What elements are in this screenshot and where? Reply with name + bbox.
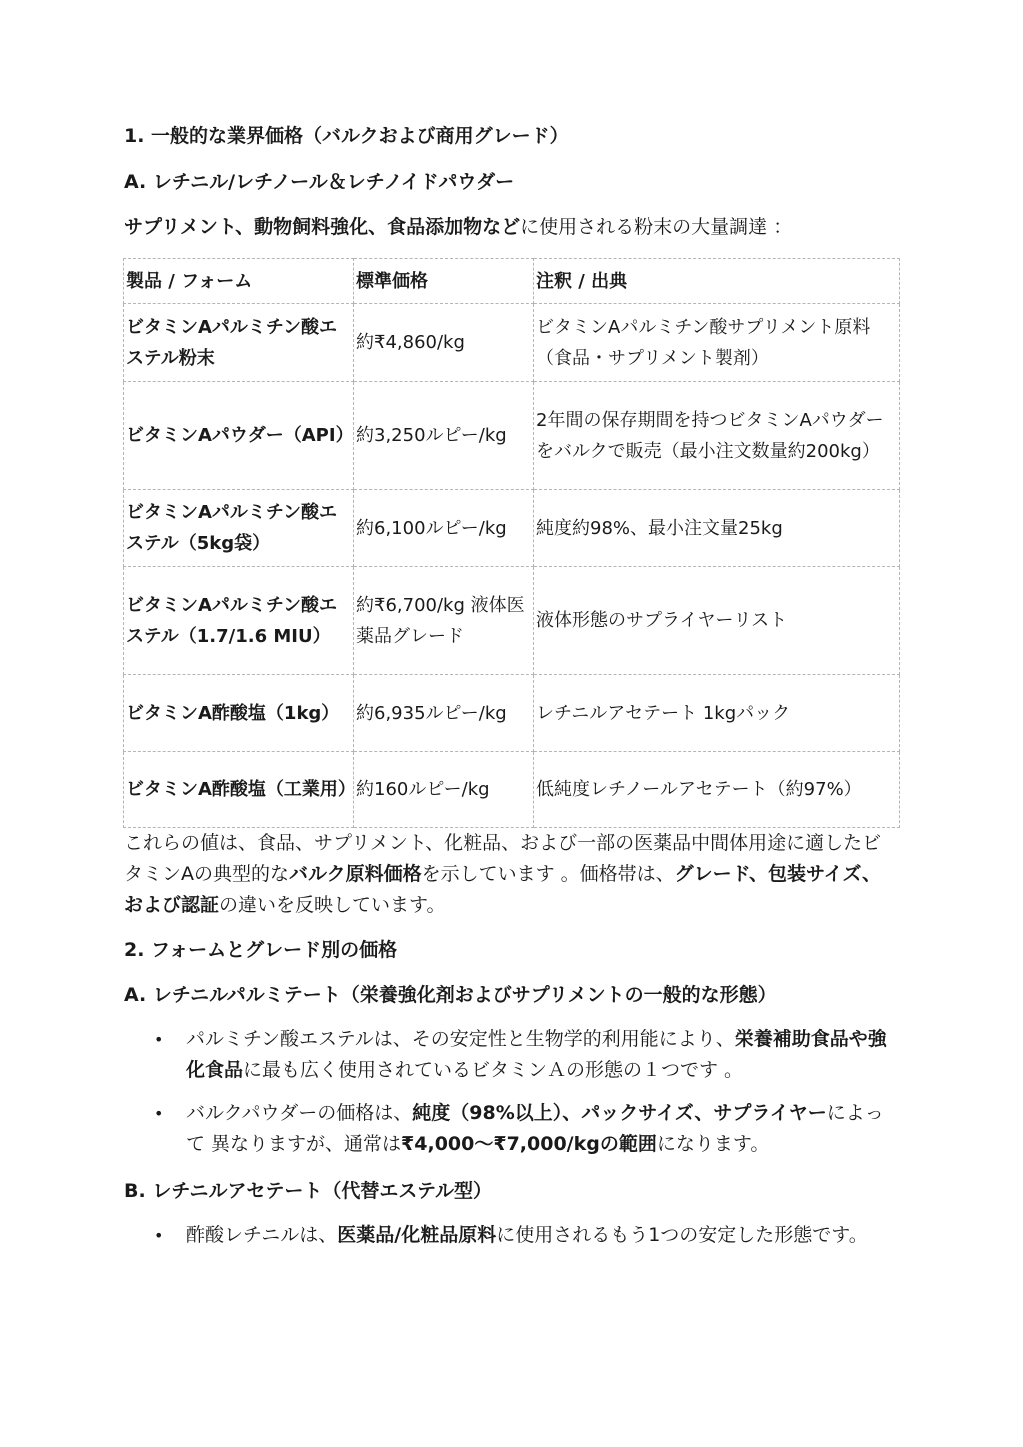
cell-product: ビタミンAパルミチン酸エステル粉末 bbox=[124, 304, 354, 382]
cell-price: 約6,100ルピー/kg bbox=[354, 490, 534, 567]
bullet-list-acetate bbox=[124, 1220, 899, 1251]
cell-note: 純度約98%、最小注文量25kg bbox=[534, 490, 900, 567]
column-header-product: 製品 / フォーム bbox=[124, 259, 354, 304]
bullet-text: パルミチン酸エステルは、その安定性と生物学的利用能により、 bbox=[186, 1028, 735, 1050]
price-table bbox=[123, 258, 900, 828]
intro-paragraph bbox=[124, 213, 792, 241]
summary-text: の違いを反映しています。 bbox=[219, 894, 446, 916]
summary-paragraph bbox=[124, 828, 894, 921]
list-item bbox=[124, 1220, 899, 1251]
bullet-bold-text: 純度（98%以上）、パックサイズ、サプライヤー bbox=[412, 1102, 827, 1124]
table-row bbox=[124, 382, 900, 490]
bullet-text: になります。 bbox=[656, 1133, 770, 1155]
cell-product: ビタミンA酢酸塩（工業用） bbox=[124, 752, 354, 828]
section-1-heading: 1. 一般的な業界価格（バルクおよび商用グレード） bbox=[124, 125, 569, 147]
cell-product: ビタミンA酢酸塩（1kg） bbox=[124, 675, 354, 752]
table-row bbox=[124, 490, 900, 567]
cell-product: ビタミンAパルミチン酸エステル（5kg袋） bbox=[124, 490, 354, 567]
summary-bold-text: グレード、包装サイズ、および認証 bbox=[124, 863, 882, 916]
section-2-heading: 2. フォームとグレード別の価格 bbox=[124, 939, 398, 961]
cell-price: 約6,935ルピー/kg bbox=[354, 675, 534, 752]
cell-price: 約160ルピー/kg bbox=[354, 752, 534, 828]
bullet-bold-text: ₹4,000～₹7,000/kgの範囲 bbox=[401, 1133, 657, 1155]
cell-price: 約₹4,860/kg bbox=[354, 304, 534, 382]
cell-price: 約3,250ルピー/kg bbox=[354, 382, 534, 490]
bullet-bold-text: 栄養補助食品や強化食品 bbox=[186, 1028, 887, 1081]
column-header-price: 標準価格 bbox=[354, 259, 534, 304]
cell-note: ビタミンAパルミチン酸サプリメント原料（食品・サプリメント製剤） bbox=[534, 304, 900, 382]
bullet-text: 酢酸レチニルは、 bbox=[186, 1224, 338, 1246]
cell-note: レチニルアセテート 1kgパック bbox=[534, 675, 900, 752]
bullet-text: に最も広く使用されているビタミンＡの形態の１つです 。 bbox=[243, 1059, 744, 1081]
table-row bbox=[124, 675, 900, 752]
intro-text: に使用される粉末の大量調達 ： bbox=[520, 216, 793, 238]
bullet-text: によって 異なりますが、通常は bbox=[186, 1102, 884, 1155]
list-item bbox=[124, 1098, 899, 1160]
intro-bold-text: サプリメント、動物飼料強化、食品添加物など bbox=[124, 216, 521, 238]
bullet-text: バルクパウダーの価格は、 bbox=[186, 1102, 413, 1124]
cell-product: ビタミンAパウダー（API） bbox=[124, 382, 354, 490]
section-1a-heading: A. レチニル/レチノール＆レチノイドパウダー bbox=[124, 171, 515, 193]
column-header-note: 注釈 / 出典 bbox=[534, 259, 900, 304]
summary-text: これらの値は、食品、サプリメント、化粧品、および一部の医薬品中間体用途に適したビタミンAの典型的な bbox=[124, 832, 882, 885]
table-row bbox=[124, 752, 900, 828]
cell-note: 低純度レチノールアセテート（約97%） bbox=[534, 752, 900, 828]
cell-note: 液体形態のサプライヤーリスト bbox=[534, 567, 900, 675]
bullet-text: に使用されるもう1つの安定した形態です。 bbox=[496, 1224, 868, 1246]
table-row bbox=[124, 567, 900, 675]
summary-bold-text: バルク原料価格 bbox=[289, 863, 422, 885]
section-2b-heading: B. レチニルアセテート（代替エステル型） bbox=[124, 1180, 493, 1202]
bullet-list-palmitate bbox=[124, 1024, 899, 1160]
table-row bbox=[124, 304, 900, 382]
section-2a-heading: A. レチニルパルミテート（栄養強化剤およびサプリメントの一般的な形態） bbox=[124, 984, 777, 1006]
table-header-row bbox=[124, 259, 900, 304]
bullet-bold-text: 医薬品/化粧品原料 bbox=[337, 1224, 497, 1246]
cell-product: ビタミンAパルミチン酸エステル（1.7/1.6 MIU） bbox=[124, 567, 354, 675]
cell-note: 2年間の保存期間を持つビタミンAパウダーをバルクで販売（最小注文数量約200kg） bbox=[534, 382, 900, 490]
summary-text: を示しています 。価格帯は、 bbox=[421, 863, 675, 885]
cell-price: 約₹6,700/kg 液体医薬品グレード bbox=[354, 567, 534, 675]
list-item bbox=[124, 1024, 899, 1086]
